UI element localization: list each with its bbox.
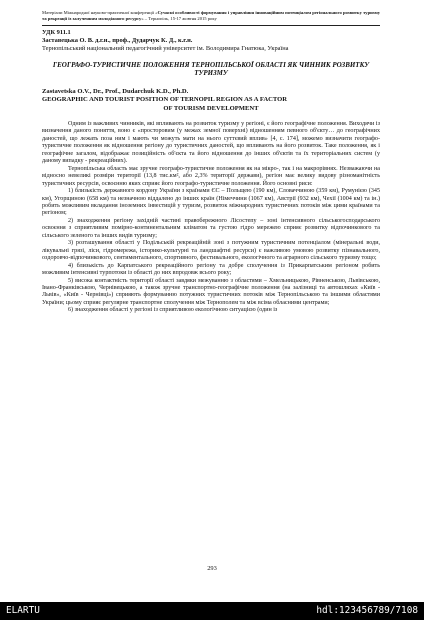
body-paragraph: 6) знаходження області у регіоні із сприятливою екологічною ситуацією (один із: [68, 307, 278, 314]
conference-title: Сучасні особливості формування і управління інноваційним потенціалом регіонального розвитку туризму та рекреації із залученням молодіжного ресурсу: [42, 10, 381, 21]
handle-identifier: hdl:123456789/7108: [316, 605, 418, 616]
body-paragraph: 1) близькість державного кордону України з країнами ЄС – Польщею (190 км), Словаччиною (359 км), Румунією (345 км), Угорщиною (658 км) та незначною віддалено до інших країн (Німеччини (1067 км), Австрії (932 км), Чехії (1004 км) та ін.) робить можливим вкладання іноземних інвестицій у туризм, розвиток міжнародних туристичних потоків між цими країнами та регіоном;: [42, 188, 380, 217]
viewer-footer-bar: [0, 602, 424, 620]
page-content: [42, 10, 380, 315]
body-paragraph: Тернопільська область має зручне географо-туристичне положення як на мікро-, так і на макрорівнях. Незважаючи на відносно невеликі розміри території (13,8 тис.км², або 2,3% території держави), регіон має велику видову різноманітність туристичних ресурсів, освоєнню яких сприяє його географо-туристичне положення. Його основні риси:: [42, 165, 380, 187]
authors-ukrainian: Заставецька О. В. д.г.н., проф., Дударчук К. Д., к.г.н.: [42, 36, 193, 44]
body-paragraph: 5) висока контактність території області завдяки межуванню з областями – Хмельницькою, Рівненською, Львівською, Івано-Франківською, Чернівецькою, а також зручне транспортно-географічне положення (на залізниці та автошляхах «Київ - Львів», «Київ - Чернівці») сприяють формуванню потужних туристичних потоків між Тернопільською та іншими областями України; цьому сприяє регулярне транспортне сполучення між Тернополем та між всіма обласними центрами;: [42, 277, 380, 306]
article-title-english: [42, 96, 380, 113]
conference-header: [42, 10, 380, 26]
repository-name: ELARTU: [6, 605, 40, 616]
article-title-english-line-2: OF TOURISM DEVELOPMENT: [163, 104, 259, 112]
article-title-english-line-1: GEOGRAPHIC AND TOURIST POSITION OF TERNOPIL REGION AS A FACTOR: [42, 96, 288, 104]
page-number: 293: [207, 565, 217, 572]
authors-english: Zastavetska O.V., Dr., Prof., Dudarchuk K.D., Ph.D.: [42, 87, 189, 95]
institution: Тернопільський національний педагогічний університет ім. Володимира Гнатюка, Україна: [42, 44, 289, 52]
body-paragraph: 4) близькість до Карпатського рекреаційного регіону та добре сполучення із Прикарпатським регіоном робить можливим інтенсивні турпотоки із області до них впродовж всього року;: [42, 262, 380, 277]
body-paragraph: 3) розташування області у Подільській рекреаційній зоні з потужним туристичним потенціалом (мінеральні води, лікувальні грязі, ліси, гідромережа, історико-культурні та ландшафтні ресурси) є важливою умовою розвитку пізнавального, оздоровчо-відпочинкового, сентиментального, спортивного, фестивального, екологічного та аграрного сільського туризму тощо;: [42, 240, 380, 262]
conference-header-prefix: Матеріали Міжнародної науково-практичної конференції «: [42, 10, 158, 15]
udk-code: УДК 911.1: [42, 28, 71, 36]
article-title-ukrainian: ГЕОГРАФО-ТУРИСТИЧНЕ ПОЛОЖЕННЯ ТЕРНОПІЛЬСЬКОЇ ОБЛАСТІ ЯК ЧИННИК РОЗВИТКУ ТУРИЗМУ: [52, 60, 370, 78]
article-body: [42, 121, 380, 315]
body-paragraph: 2) знаходження регіону західній частині правобережного Лісостепу – зоні інтенсивного сільськогосподарського освоєння з сприятливим помірно-континентальним кліматом та густою гідро мережею сприяє розвитку відпочинкового та сільського зеленого та інших видів туризму;: [42, 217, 380, 239]
body-paragraph: Одним із важливих чинників, які впливають на розвиток туризму у регіоні, є його географічне положення. Виходячи із визначення даного поняття, воно є «просторовим (у межах земної поверхні) відношенням певного об'єкту… до географічних даностей, що лежать поза ним і мають чи можуть мати на нього суттєвий вплив» [4, с. 174], можемо визначити географо-туристичне положення як відношення регіону до туристичних даностей, що впливають на його розвиток. Таке положення, як і географічне загалом, відображає позиційність об'єкта та його відношення до інших об'єктів та їх територіальних систем (у даному випадку - рекреаційних).: [42, 121, 380, 165]
conference-header-suffix: » – Тернопіль, 15-17 жовтня 2015 року: [141, 15, 217, 21]
